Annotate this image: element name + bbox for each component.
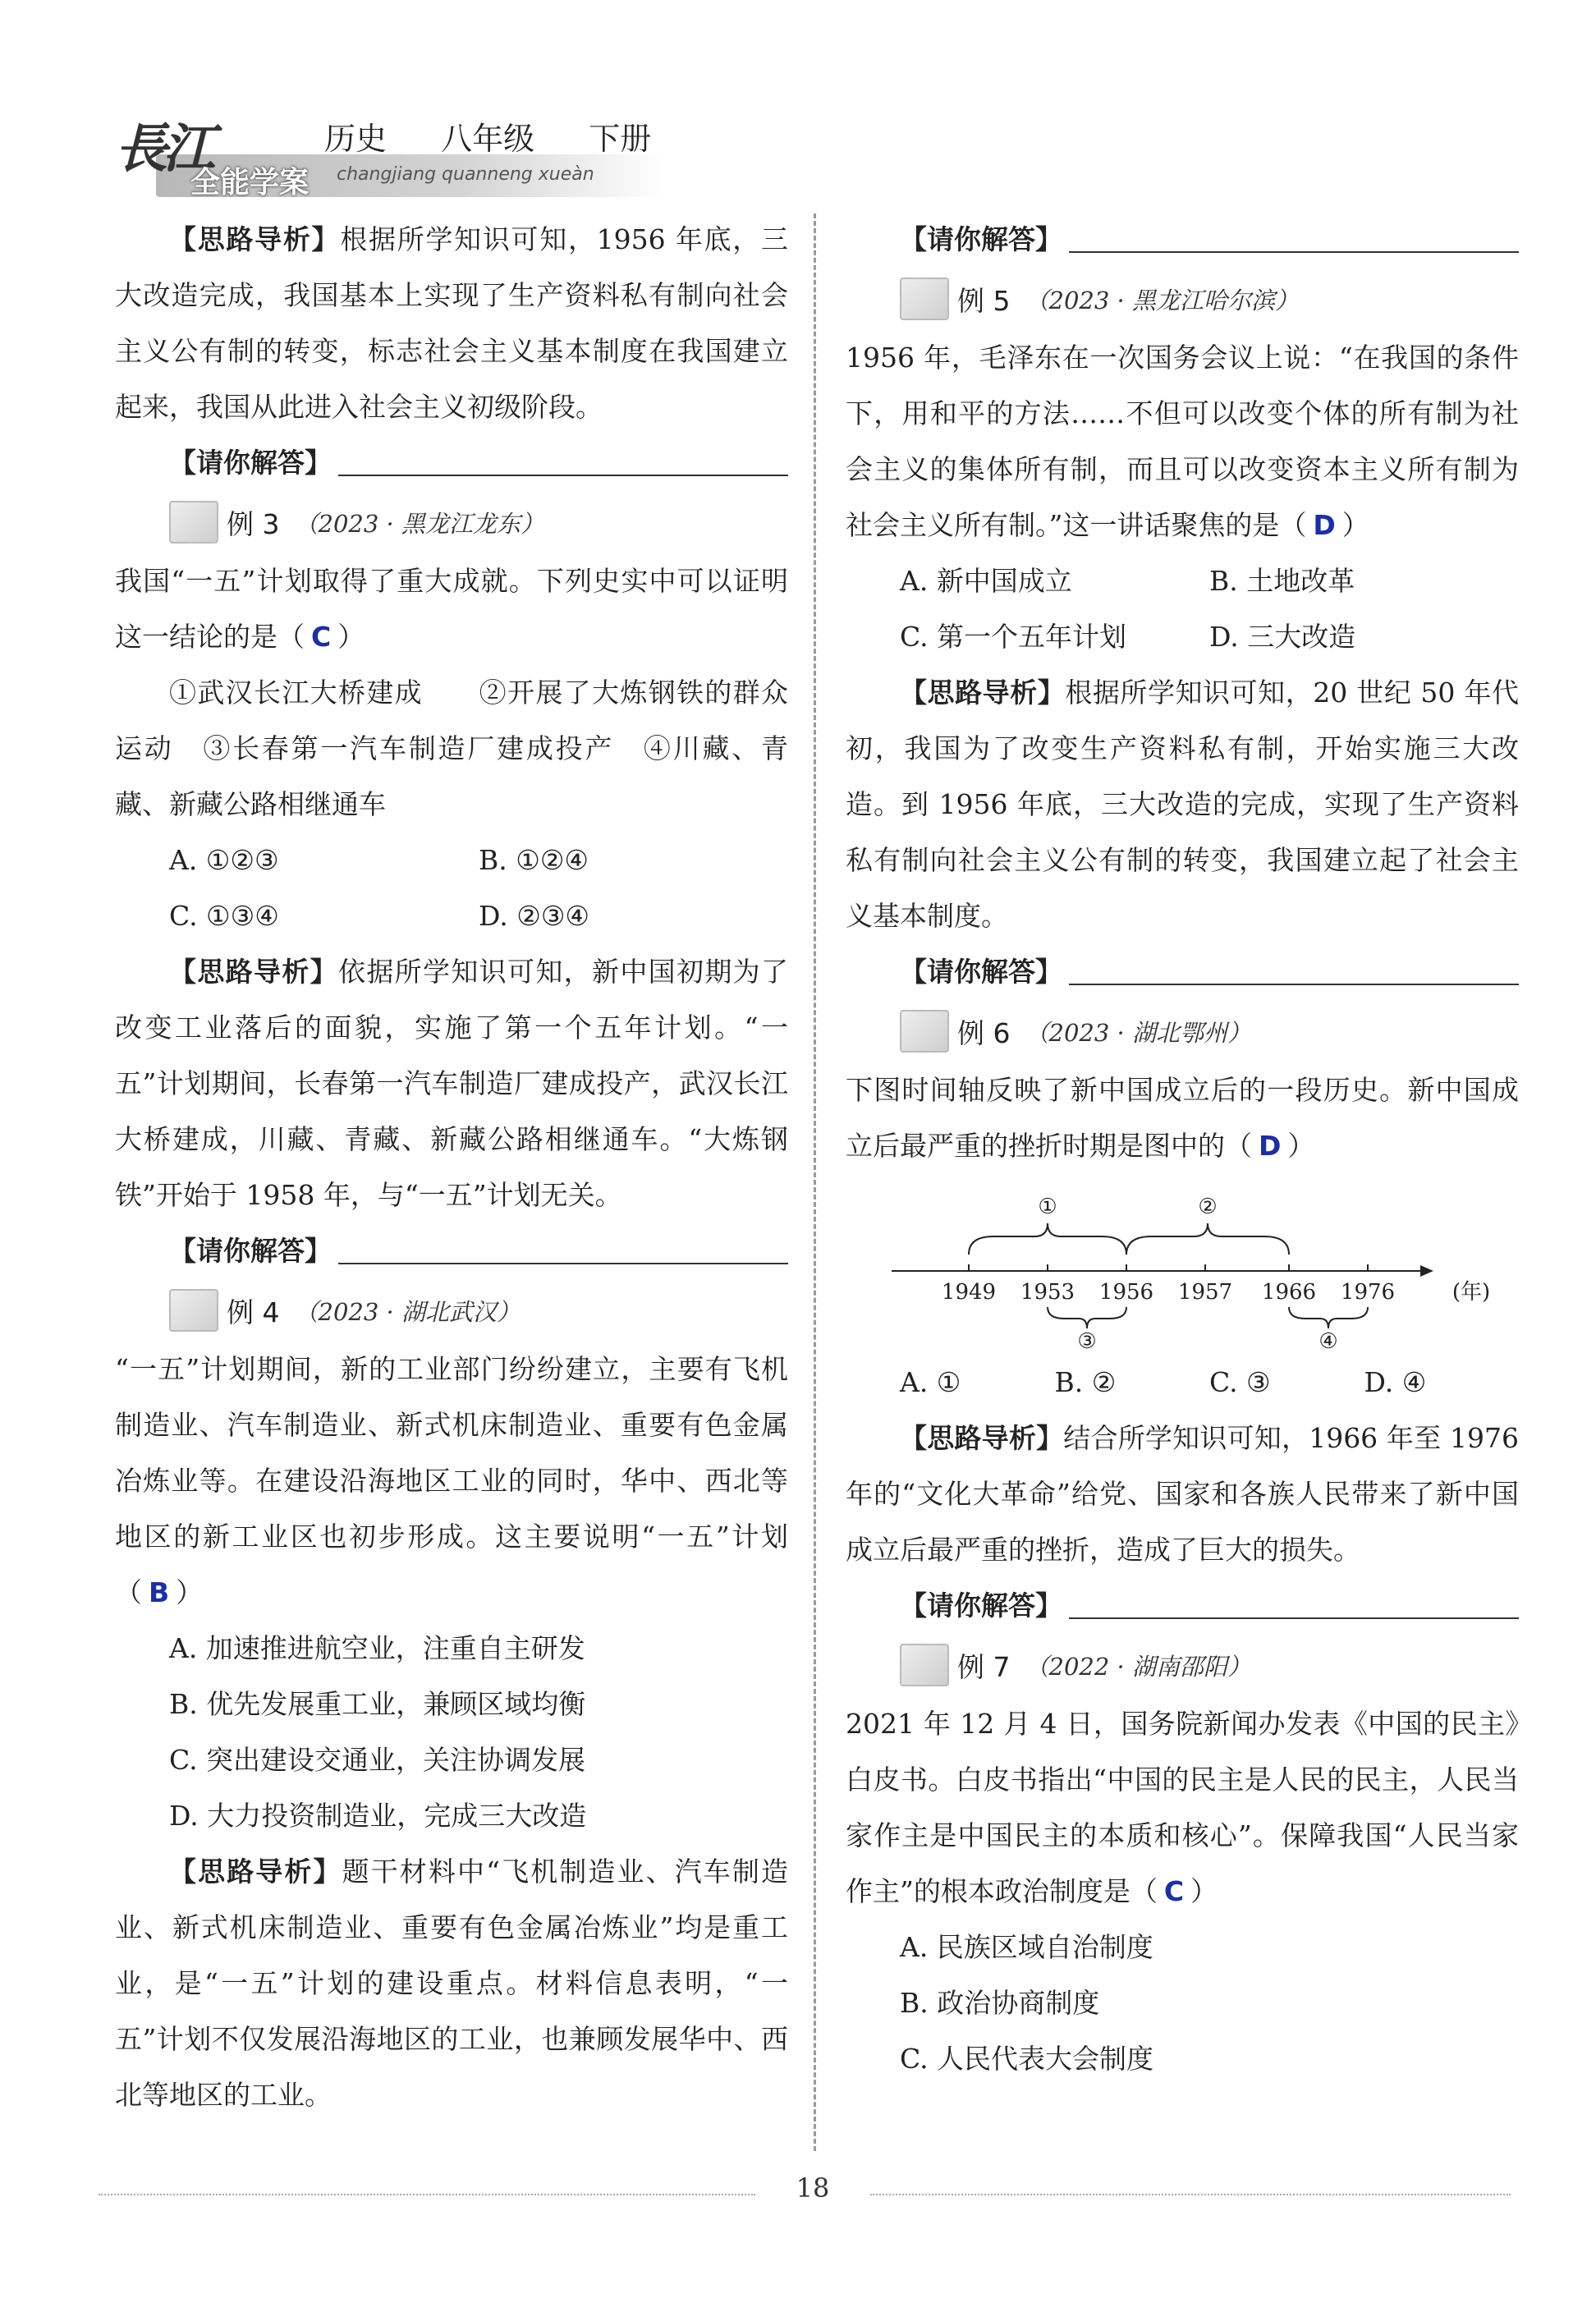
example-source: （2023 · 湖北武汉） bbox=[294, 1297, 521, 1326]
option-d: D. ④ bbox=[1364, 1366, 1427, 1398]
analysis-block bbox=[846, 665, 1519, 944]
example-source: （2023 · 黑龙江哈尔滨） bbox=[1025, 286, 1299, 314]
year-label: 1953 bbox=[1020, 1280, 1075, 1305]
footer-rule-left bbox=[99, 2194, 755, 2195]
answer-blank bbox=[1069, 251, 1519, 253]
grade-label: 八年级 bbox=[441, 121, 535, 157]
example-source: （2023 · 湖北鄂州） bbox=[1025, 1018, 1251, 1047]
option-list bbox=[846, 1920, 1519, 2087]
option-c: C. ①③④ bbox=[169, 900, 279, 932]
question-close: ） bbox=[1341, 509, 1369, 541]
example-source: （2022 · 湖南邵阳） bbox=[1025, 1652, 1251, 1681]
answer-mark: C bbox=[311, 621, 332, 653]
brand-title: 全能学案 bbox=[190, 166, 310, 200]
footer-rule-right bbox=[870, 2194, 1511, 2195]
brace-label: ② bbox=[1198, 1195, 1218, 1219]
option-b: B. 优先发展重工业，兼顾区域均衡 bbox=[169, 1688, 586, 1720]
answer-line bbox=[846, 1578, 1519, 1634]
question-close: ） bbox=[1190, 1875, 1218, 1907]
brace-4 bbox=[1289, 1307, 1368, 1328]
page-header bbox=[107, 99, 698, 205]
question-text bbox=[115, 553, 788, 665]
timeline-figure bbox=[846, 1179, 1519, 1351]
option-b: B. 土地改革 bbox=[1209, 565, 1355, 597]
question-text bbox=[846, 1696, 1519, 1920]
year-label: 1966 bbox=[1261, 1280, 1317, 1305]
question-items: ①武汉长江大桥建成 ②开展了大炼钢铁的群众运动 ③长春第一汽车制造厂建成投产 ④川藏、青藏、新藏公路相继通车 bbox=[115, 677, 788, 820]
analysis-tag: 【思路导析】 bbox=[169, 956, 338, 988]
example-icon bbox=[169, 501, 218, 544]
option-a: A. 加速推进航空业，注重自主研发 bbox=[169, 1632, 585, 1664]
answer-line bbox=[115, 1223, 788, 1279]
answer-line bbox=[846, 944, 1519, 1000]
option-d: D. 三大改造 bbox=[1209, 621, 1356, 653]
brace-label: ③ bbox=[1077, 1329, 1097, 1351]
option-list bbox=[846, 1355, 1519, 1411]
example-icon bbox=[169, 1289, 218, 1332]
analysis-text: 根据所学知识可知，1956 年底，三大改造完成，我国基本上实现了生产资料私有制向社会主义公有制的转变，标志社会主义基本制度在我国建立起来，我国从此进入社会主义初级阶段。 bbox=[115, 223, 789, 423]
option-c: C. ③ bbox=[1209, 1366, 1271, 1398]
example-label: 例 6 bbox=[957, 1016, 1011, 1049]
analysis-tag: 【思路导析】 bbox=[169, 1856, 342, 1888]
example-6-header bbox=[846, 1000, 1519, 1062]
option-c: C. 人民代表大会制度 bbox=[900, 2043, 1154, 2075]
brace-label: ① bbox=[1038, 1195, 1057, 1219]
answer-tag: 【请你解答】 bbox=[900, 1590, 1062, 1622]
answer-mark: C bbox=[1163, 1875, 1185, 1907]
brand-logo: 長江 bbox=[115, 118, 210, 180]
analysis-text: 根据所学知识可知，20 世纪 50 年代初，我国为了改变生产资料私有制，开始实施三大改造。到 1956 年底，三大改造的完成，实现了生产资料私有制向社会主义公有制的转变，我国建立起了社会主义基本制度。 bbox=[846, 677, 1520, 932]
answer-blank bbox=[338, 1263, 788, 1264]
option-list bbox=[846, 553, 1519, 665]
answer-mark: D bbox=[1313, 509, 1336, 541]
option-d: D. 大力投资制造业，完成三大改造 bbox=[169, 1800, 587, 1832]
example-3-header bbox=[115, 491, 788, 553]
option-a: A. ①②③ bbox=[169, 844, 279, 876]
example-label: 例 5 bbox=[957, 284, 1011, 317]
year-label: 1957 bbox=[1177, 1280, 1233, 1305]
answer-line bbox=[115, 435, 788, 491]
timeline-arrow-icon bbox=[1420, 1265, 1433, 1277]
answer-tag: 【请你解答】 bbox=[900, 956, 1062, 988]
option-b: B. 政治协商制度 bbox=[900, 1987, 1100, 2019]
analysis-tag: 【思路导析】 bbox=[900, 677, 1066, 709]
analysis-tag: 【思路导析】 bbox=[900, 1422, 1064, 1454]
example-icon bbox=[900, 1644, 949, 1686]
question-body: 1956 年，毛泽东在一次国务会议上说：“在我国的条件下，用和平的方法……不但可以改变个体的所有制为社会主义的集体所有制，而且可以改变资本主义所有制为社会主义所有制。”这一讲话聚焦的是（ bbox=[846, 342, 1519, 541]
analysis-block bbox=[115, 1844, 788, 2123]
option-b: B. ①②④ bbox=[479, 844, 589, 876]
year-label: 1949 bbox=[941, 1280, 997, 1305]
brace-3 bbox=[1048, 1307, 1126, 1328]
option-c: C. 突出建设交通业，关注协调发展 bbox=[169, 1744, 586, 1776]
option-a: A. 新中国成立 bbox=[900, 565, 1072, 597]
answer-blank bbox=[1069, 1617, 1519, 1619]
question-text bbox=[846, 330, 1519, 553]
analysis-text: 依据所学知识可知，新中国初期为了改变工业落后的面貌，实施了第一个五年计划。“一五”计划期间，长春第一汽车制造厂建成投产，武汉长江大桥建成，川藏、青藏、新藏公路相继通车。“大炼钢铁”开始于 1958 年，与“一五”计划无关。 bbox=[115, 956, 788, 1211]
answer-tag: 【请你解答】 bbox=[900, 223, 1062, 255]
analysis-tag: 【思路导析】 bbox=[169, 223, 341, 255]
question-body: 我国“一五”计划取得了重大成就。下列史实中可以证明这一结论的是（ bbox=[115, 565, 788, 653]
subject-label: 历史 bbox=[324, 121, 388, 157]
answer-blank bbox=[338, 475, 788, 476]
year-unit: (年) bbox=[1452, 1280, 1491, 1305]
analysis-block bbox=[846, 1411, 1519, 1578]
example-7-header bbox=[846, 1634, 1519, 1696]
question-close: ） bbox=[176, 1576, 204, 1608]
answer-blank bbox=[1069, 984, 1519, 985]
question-text bbox=[115, 1342, 788, 1621]
volume-label: 下册 bbox=[589, 121, 652, 157]
right-column bbox=[846, 212, 1519, 2087]
question-body: “一五”计划期间，新的工业部门纷纷建立，主要有飞机制造业、汽车制造业、新式机床制造业、重要有色金属冶炼业等。在建设沿海地区工业的同时，华中、西北等地区的新工业区也初步形成。这主要说明“一五”计划（ bbox=[115, 1353, 788, 1608]
brace-2 bbox=[1126, 1223, 1289, 1255]
example-icon bbox=[900, 278, 949, 320]
example-5-header bbox=[846, 268, 1519, 330]
analysis-text: 结合所学知识可知，1966 年至 1976 年的“文化大革命”给党、国家和各族人民带来了新中国成立后最严重的挫折，造成了巨大的损失。 bbox=[846, 1422, 1519, 1566]
brace-1 bbox=[969, 1223, 1126, 1255]
analysis-block bbox=[115, 212, 788, 435]
book-info bbox=[324, 113, 679, 158]
question-body: 2021 年 12 月 4 日，国务院新闻办发表《中国的民主》白皮书。白皮书指出“中国的民主是人民的民主，人民当家作主是中国民主的本质和核心”。保障我国“人民当家作主”的根本政治制度是（ bbox=[846, 1708, 1519, 1907]
example-label: 例 4 bbox=[227, 1296, 280, 1328]
example-label: 例 7 bbox=[957, 1650, 1011, 1683]
example-label: 例 3 bbox=[227, 507, 280, 540]
example-source: （2023 · 黑龙江龙东） bbox=[294, 509, 544, 538]
option-c: C. 第一个五年计划 bbox=[900, 621, 1127, 653]
column-divider bbox=[814, 213, 816, 2151]
option-a: A. ① bbox=[900, 1366, 961, 1398]
timeline-svg bbox=[846, 1179, 1519, 1351]
option-list bbox=[115, 833, 788, 944]
example-icon bbox=[900, 1010, 949, 1053]
analysis-text: 题干材料中“飞机制造业、汽车制造业、新式机床制造业、重要有色金属冶炼业”均是重工业，是“一五”计划的建设重点。材料信息表明，“一五”计划不仅发展沿海地区的工业，也兼顾发展华中、西北等地区的工业。 bbox=[115, 1856, 788, 2111]
answer-mark: D bbox=[1259, 1130, 1282, 1162]
option-b: B. ② bbox=[1054, 1366, 1117, 1398]
brand-pinyin: changjiang quanneng xueàn bbox=[337, 164, 594, 185]
brace-label: ④ bbox=[1319, 1329, 1338, 1351]
answer-line bbox=[846, 212, 1519, 268]
question-text bbox=[846, 1062, 1519, 1174]
answer-mark: B bbox=[149, 1576, 170, 1608]
year-label: 1976 bbox=[1340, 1280, 1396, 1305]
analysis-block bbox=[115, 944, 788, 1223]
answer-tag: 【请你解答】 bbox=[169, 1235, 332, 1267]
page-number: 18 bbox=[796, 2172, 830, 2204]
question-close: ） bbox=[337, 621, 365, 653]
option-d: D. ②③④ bbox=[479, 900, 590, 932]
page-footer bbox=[99, 2168, 1511, 2233]
year-label: 1956 bbox=[1098, 1280, 1154, 1305]
example-4-header bbox=[115, 1279, 788, 1342]
option-list bbox=[115, 1621, 788, 1844]
left-column bbox=[115, 212, 788, 2123]
question-close: ） bbox=[1287, 1130, 1315, 1162]
answer-tag: 【请你解答】 bbox=[169, 447, 332, 479]
question-body: 下图时间轴反映了新中国成立后的一段历史。新中国成立后最严重的挫折时期是图中的（ bbox=[846, 1074, 1519, 1162]
option-a: A. 民族区域自治制度 bbox=[900, 1931, 1153, 1963]
